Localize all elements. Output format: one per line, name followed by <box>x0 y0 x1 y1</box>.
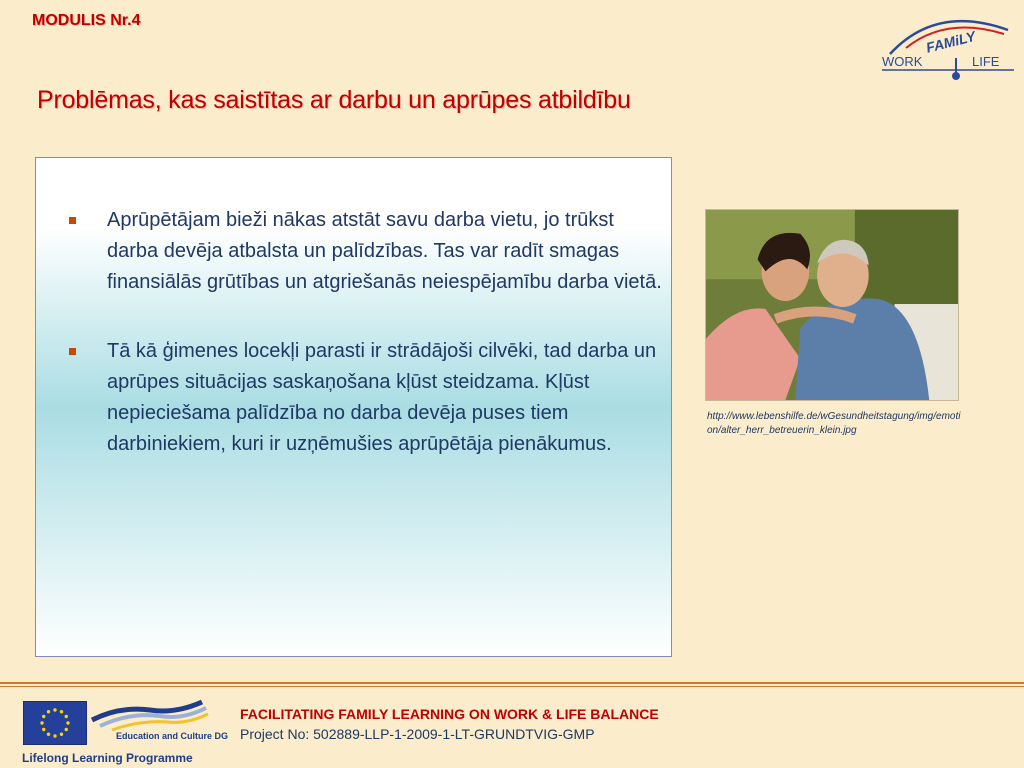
square-bullet-icon <box>69 348 76 355</box>
content-box <box>35 157 672 657</box>
bullet-list <box>69 205 664 498</box>
eu-star-icon <box>40 721 43 724</box>
bullet-text: Tā kā ģimenes locekļi parasti ir strādājoši cilvēki, tad darba un aprūpes situācijas saskaņošana kļūst steidzama. Kļūst nepieciešama palīdzība no darba devēja puses tiem darbiniekiem, kuri ir uzņēmušies aprūpētāja pienākumus. <box>107 340 657 455</box>
family-work-life-logo <box>876 8 1018 84</box>
slide-title: Problēmas, kas saistītas ar darbu un aprūpes atbildību <box>37 86 631 114</box>
programme-label: Lifelong Learning Programme <box>22 751 193 765</box>
eu-star-icon <box>53 734 56 737</box>
eu-star-icon <box>60 710 63 713</box>
eu-star-icon <box>47 710 50 713</box>
module-label: MODULIS Nr.4 <box>32 12 141 29</box>
eu-star-icon <box>60 733 63 736</box>
square-bullet-icon <box>69 217 76 224</box>
photo-source-caption: http://www.lebenshilfe.de/wGesundheitstagung/img/emotion/alter_herr_betreuerin_klein.jpg <box>707 411 961 436</box>
eu-star-icon <box>42 728 45 731</box>
dg-label: Education and Culture DG <box>116 731 229 741</box>
footer-divider <box>0 682 1024 684</box>
footer-divider-thin <box>0 686 1024 687</box>
caregiver-photo <box>705 209 959 401</box>
bullet-item <box>69 336 664 460</box>
eu-star-icon <box>42 715 45 718</box>
logo-family-word: FAMiLY <box>924 27 978 56</box>
project-number: Project No: 502889-LLP-1-2009-1-LT-GRUNDTVIG-GMP <box>240 726 595 742</box>
eu-star-icon <box>66 721 69 724</box>
bullet-text: Aprūpētājam bieži nākas atstāt savu darba vietu, jo trūkst darba devēja atbalsta un palīdzības. Tas var radīt smagas finansiālās grūtības un atgriešanās neiespējamību darba vietā. <box>107 209 662 293</box>
eu-star-icon <box>53 708 56 711</box>
logo-life-word: LIFE <box>972 54 1000 69</box>
eu-star-icon <box>65 728 68 731</box>
project-title: FACILITATING FAMILY LEARNING ON WORK & LIFE BALANCE <box>240 706 659 722</box>
eu-flag-icon <box>23 701 87 745</box>
eu-star-icon <box>65 715 68 718</box>
bullet-item <box>69 205 664 298</box>
eu-star-icon <box>47 733 50 736</box>
logo-work-word: WORK <box>882 54 923 69</box>
